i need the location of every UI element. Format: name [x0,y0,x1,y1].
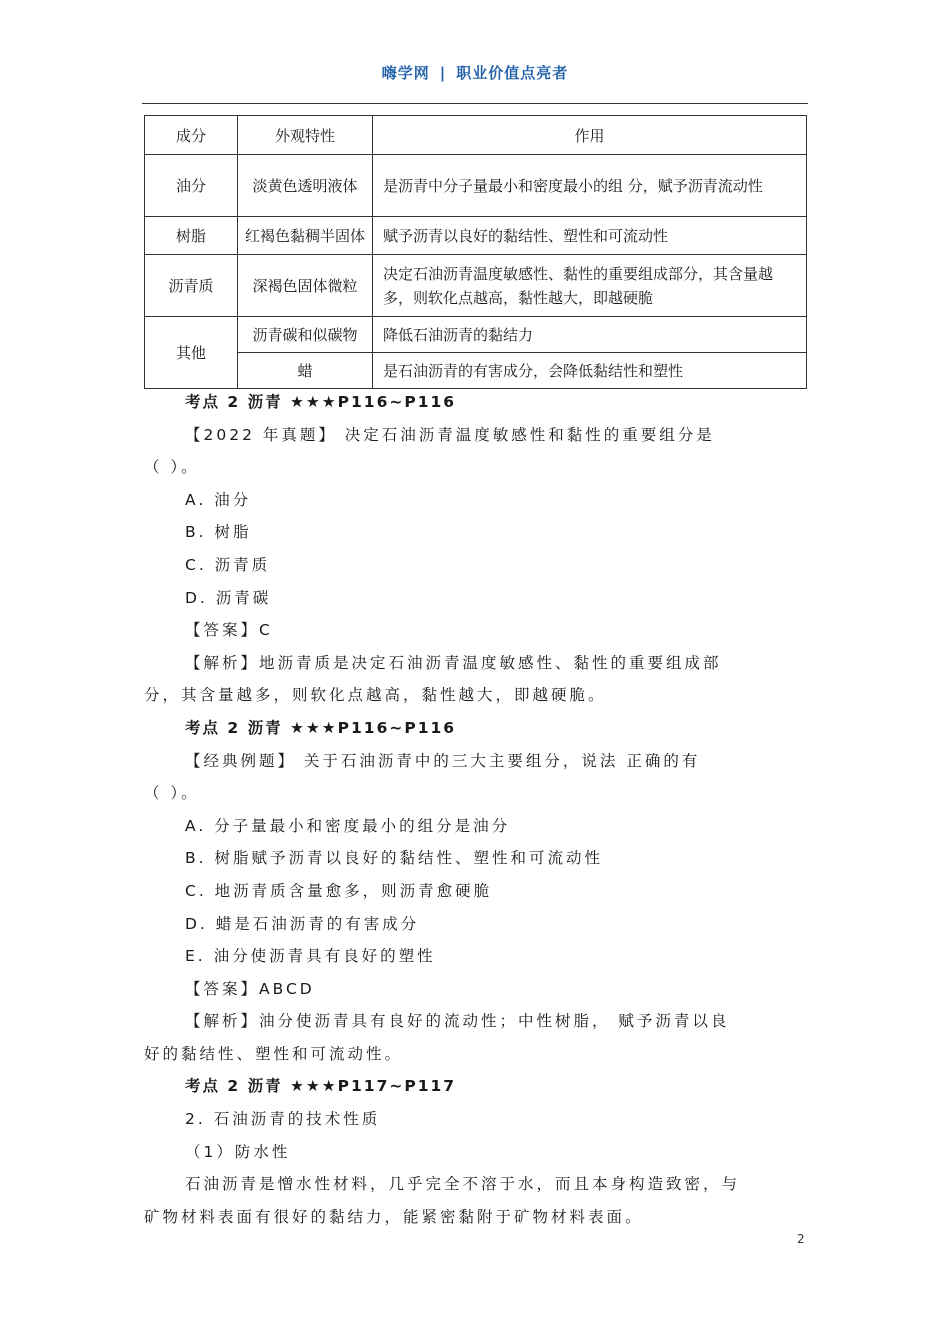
option-e: E. 油分使沥青具有良好的塑性 [185,947,436,966]
answer: 【答案】C [185,621,273,640]
table-cell: 其他 [145,317,238,389]
question-stem-cont: （ ）。 [144,458,200,477]
section-subheading: （1）防水性 [185,1142,291,1161]
table-cell: 树脂 [145,217,238,255]
table-cell: 决定石油沥青温度敏感性、黏性的重要组成部分，其含量越多，则软化点越高，黏性越大，即越硬脆 [373,255,807,317]
question-stem-cont: （ ）。 [144,784,200,803]
option-b: B. 树脂 [185,523,252,542]
paragraph: 石油沥青是憎水性材料，几乎完全不溶于水，而且本身构造致密，与 [185,1175,741,1194]
table-cell: 油分 [145,155,238,217]
table-cell: 是沥青中分子量最小和密度最小的组 分，赋予沥青流动性 [373,155,807,217]
table-cell: 沥青碳和似碳物 [238,317,373,353]
site-slogan: 职业价值点亮者 [456,64,569,82]
keypoint-heading: 考点 2 沥青 ★★★P116~P116 [185,393,457,411]
table-cell: 淡黄色透明液体 [238,155,373,217]
table-row [145,155,807,217]
table-cell: 深褐色固体微粒 [238,255,373,317]
table-row [145,317,807,353]
section-heading: 2. 石油沥青的技术性质 [185,1110,381,1129]
table-cell: 赋予沥青以良好的黏结性、塑性和可流动性 [373,217,807,255]
page-header [0,62,950,83]
table-cell: 是石油沥青的有害成分，会降低黏结性和塑性 [373,353,807,389]
header-divider [142,103,808,104]
document-body [144,386,804,1233]
analysis: 【解析】地沥青质是决定石油沥青温度敏感性、黏性的重要组成部 [185,653,722,672]
analysis-cont: 好的黏结性、塑性和可流动性。 [144,1044,404,1063]
table-row [145,255,807,317]
analysis-cont: 分，其含量越多，则软化点越高，黏性越大，即越硬脆。 [144,686,607,705]
keypoint-heading: 考点 2 沥青 ★★★P116~P116 [185,718,457,737]
option-d: D. 沥青碳 [185,588,272,607]
table-row [145,217,807,255]
table-header-cell: 外观特性 [238,116,373,155]
table-row [145,353,807,389]
component-table [144,115,807,389]
option-d: D. 蜡是石油沥青的有害成分 [185,914,420,933]
option-c: C. 地沥青质含量愈多，则沥青愈硬脆 [185,881,493,900]
option-b: B. 树脂赋予沥青以良好的黏结性、塑性和可流动性 [185,849,603,868]
option-a: A. 油分 [185,490,252,509]
table-cell: 红褐色黏稠半固体 [238,217,373,255]
table-cell: 蜡 [238,353,373,389]
option-a: A. 分子量最小和密度最小的组分是油分 [185,816,511,835]
site-name: 嗨学网 [381,64,430,82]
table-header-cell: 成分 [145,116,238,155]
table-cell: 降低石油沥青的黏结力 [373,317,807,353]
keypoint-heading: 考点 2 沥青 ★★★P117~P117 [185,1077,457,1096]
table-cell: 沥青质 [145,255,238,317]
question-stem: 【经典例题】 关于石油沥青中的三大主要组分，说法 正确的有 [185,751,701,770]
header-separator: | [439,64,447,82]
question-stem: 【2022 年真题】 决定石油沥青温度敏感性和黏性的重要组分是 [185,425,715,444]
answer: 【答案】ABCD [185,979,315,998]
analysis: 【解析】油分使沥青具有良好的流动性；中性树脂， 赋予沥青以良 [185,1012,730,1031]
table-header-cell: 作用 [373,116,807,155]
table-header-row [145,116,807,155]
paragraph-cont: 矿物材料表面有很好的黏结力，能紧密黏附于矿物材料表面。 [144,1207,644,1226]
page-number: 2 [797,1232,805,1246]
option-c: C. 沥青质 [185,555,271,574]
